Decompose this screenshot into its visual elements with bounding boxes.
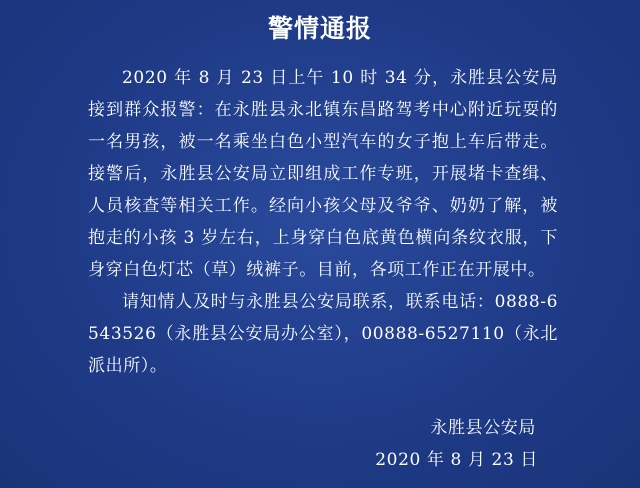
issuer-name: 永胜县公安局	[430, 418, 536, 438]
incident-paragraph: 2020 年 8 月 23 日上午 10 时 34 分，永胜县公安局接到群众报警：在永胜县永北镇东昌路驾考中心附近玩耍的一名男孩，被一名乘坐白色小型汽车的女子抱上车后带走。接警后，永胜县公安局立即组成工作专班，开展堵卡查缉、人员核查等相关工作。经向小孩父母及爷爷、奶奶了解，被抱走的小孩 3 岁左右，上身穿白色底黄色横向条纹衣服，下身穿白色灯芯（草）绒裤子。目前，各项工作正在开展中。	[88, 68, 558, 280]
notice-body	[88, 62, 558, 382]
notice-title: 警情通报	[267, 14, 372, 43]
signature-block	[375, 412, 536, 476]
issue-date: 2020 年 8 月 23 日	[375, 450, 538, 470]
contact-paragraph: 请知情人及时与永胜县公安局联系，联系电话：0888-6543526（永胜县公安局办公室），00888-6527110（永北派出所）。	[88, 292, 558, 376]
